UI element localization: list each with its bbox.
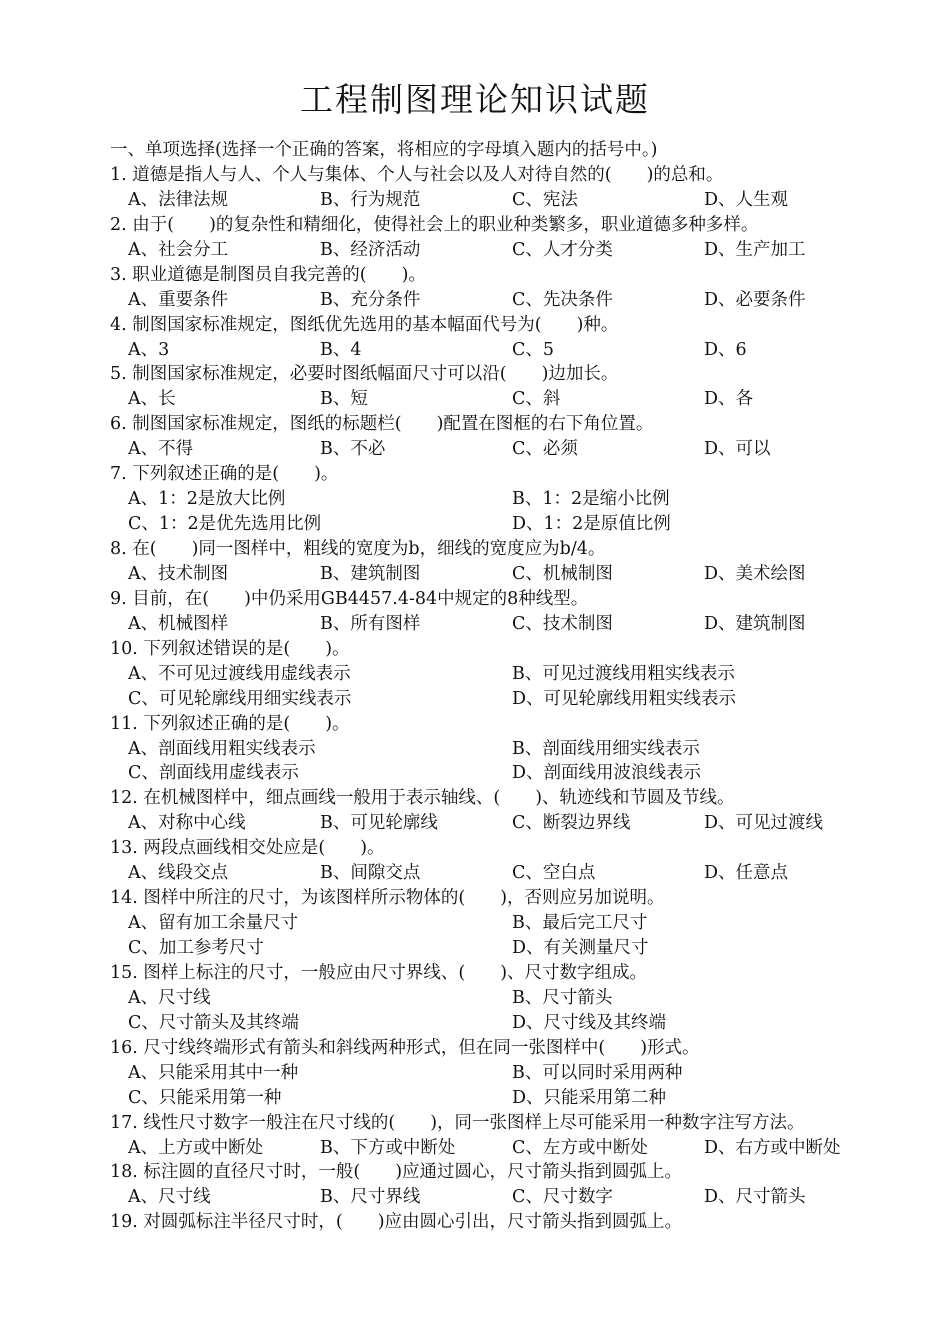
answer-option: C、可见轮廓线用细实线表示 xyxy=(128,688,352,709)
answer-option: D、尺寸线及其终端 xyxy=(512,1012,667,1033)
answer-option: A、1：2是放大比例 xyxy=(128,489,286,510)
answer-option: B、可见轮廓线 xyxy=(320,813,438,834)
answer-option: D、6 xyxy=(704,339,747,360)
question-text: 6. 制图国家标准规定，图纸的标题栏( )配置在图框的右下角位置。 xyxy=(110,414,654,435)
answer-option: B、剖面线用细实线表示 xyxy=(512,738,700,759)
question-text: 17. 线性尺寸数字一般注在尺寸线的( )，同一张图样上尽可能采用一种数字注写方法。 xyxy=(110,1112,805,1133)
answer-option: B、充分条件 xyxy=(320,289,421,310)
answer-option: D、剖面线用波浪线表示 xyxy=(512,763,702,784)
option-row xyxy=(110,612,910,637)
question-list xyxy=(110,138,910,1235)
option-row xyxy=(110,861,910,886)
answer-option: A、只能采用其中一种 xyxy=(128,1062,299,1083)
question-text: 2. 由于( )的复杂性和精细化，使得社会上的职业种类繁多，职业道德多种多样。 xyxy=(110,214,759,235)
answer-option: C、机械制图 xyxy=(512,563,613,584)
answer-option: B、尺寸界线 xyxy=(320,1187,421,1208)
answer-option: B、所有图样 xyxy=(320,613,421,634)
answer-option: C、尺寸箭头及其终端 xyxy=(128,1012,299,1033)
answer-option: C、空白点 xyxy=(512,863,596,884)
answer-option: D、美术绘图 xyxy=(704,563,806,584)
answer-option: A、长 xyxy=(128,389,176,410)
option-row xyxy=(110,512,910,537)
answer-option: A、不得 xyxy=(128,439,194,460)
option-row xyxy=(110,986,910,1011)
answer-option: D、可见轮廓线用粗实线表示 xyxy=(512,688,737,709)
answer-option: C、左方或中断处 xyxy=(512,1137,648,1158)
answer-option: D、右方或中断处 xyxy=(704,1137,841,1158)
answer-option: D、必要条件 xyxy=(704,289,806,310)
answer-option: B、最后完工尺寸 xyxy=(512,913,648,934)
answer-option: C、加工参考尺寸 xyxy=(128,938,264,958)
answer-option: A、线段交点 xyxy=(128,863,229,884)
answer-option: B、尺寸箭头 xyxy=(512,987,613,1008)
answer-option: C、斜 xyxy=(512,389,561,410)
answer-option: C、宪法 xyxy=(512,189,578,210)
option-row xyxy=(110,811,910,836)
answer-option: D、尺寸箭头 xyxy=(704,1187,806,1208)
answer-option: C、1：2是优先选用比例 xyxy=(128,514,322,535)
option-row xyxy=(110,1185,910,1210)
answer-option: A、剖面线用粗实线表示 xyxy=(128,738,316,759)
answer-option: C、剖面线用虚线表示 xyxy=(128,763,299,784)
question-text: 16. 尺寸线终端形式有箭头和斜线两种形式，但在同一张图样中( )形式。 xyxy=(110,1037,700,1058)
question-text: 3. 职业道德是制图员自我完善的( )。 xyxy=(110,264,426,285)
answer-option: B、间隙交点 xyxy=(320,863,421,884)
question-text: 10. 下列叙述错误的是( )。 xyxy=(110,638,350,659)
question-text: 14. 图样中所注的尺寸，为该图样所示物体的( )，否则应另加说明。 xyxy=(110,888,665,909)
question-text: 1. 道德是指人与人、个人与集体、个人与社会以及人对待自然的( )的总和。 xyxy=(110,164,724,185)
answer-option: C、必须 xyxy=(512,439,578,460)
option-row xyxy=(110,487,910,512)
question-text: 4. 制图国家标准规定，图纸优先选用的基本幅面代号为( )种。 xyxy=(110,314,619,335)
option-row xyxy=(110,737,910,762)
question-text: 5. 制图国家标准规定，必要时图纸幅面尺寸可以沿( )边加长。 xyxy=(110,364,619,385)
answer-option: B、建筑制图 xyxy=(320,563,421,584)
option-row xyxy=(110,662,910,687)
answer-option: D、建筑制图 xyxy=(704,613,806,634)
question-text: 18. 标注圆的直径尺寸时，一般( )应通过圆心，尺寸箭头指到圆弧上。 xyxy=(110,1162,683,1183)
question-text: 9. 目前，在( )中仍采用GB4457.4-84中规定的8种线型。 xyxy=(110,588,589,609)
answer-option: C、技术制图 xyxy=(512,613,613,634)
option-row xyxy=(110,1086,910,1111)
option-row xyxy=(110,338,910,363)
option-row xyxy=(110,936,910,961)
question-text: 15. 图样上标注的尺寸，一般应由尺寸界线、( )、尺寸数字组成。 xyxy=(110,962,648,983)
question-text: 11. 下列叙述正确的是( )。 xyxy=(110,713,350,734)
answer-option: A、重要条件 xyxy=(128,289,229,310)
answer-option: B、可以同时采用两种 xyxy=(512,1062,683,1083)
answer-option: D、生产加工 xyxy=(704,239,806,260)
answer-option: B、经济活动 xyxy=(320,239,421,260)
answer-option: A、法律法规 xyxy=(128,189,229,210)
option-row xyxy=(110,387,910,412)
answer-option: B、短 xyxy=(320,389,368,410)
answer-option: A、机械图样 xyxy=(128,613,229,634)
answer-option: D、任意点 xyxy=(704,863,789,884)
section-heading: 一、单项选择(选择一个正确的答案，将相应的字母填入题内的括号中。) xyxy=(110,140,658,160)
answer-option: D、人生观 xyxy=(704,189,789,210)
answer-option: A、技术制图 xyxy=(128,563,229,584)
option-row xyxy=(110,238,910,263)
answer-option: D、有关测量尺寸 xyxy=(512,938,649,958)
option-row xyxy=(110,1061,910,1086)
option-row xyxy=(110,437,910,462)
answer-option: A、不可见过渡线用虚线表示 xyxy=(128,663,351,684)
page-title: 工程制图理论知识试题 xyxy=(300,80,650,119)
answer-option: C、尺寸数字 xyxy=(512,1187,613,1208)
answer-option: C、只能采用第一种 xyxy=(128,1087,282,1108)
question-text: 19. 对圆弧标注半径尺寸时，( )应由圆心引出，尺寸箭头指到圆弧上。 xyxy=(110,1212,683,1233)
answer-option: B、1：2是缩小比例 xyxy=(512,489,670,510)
answer-option: C、先决条件 xyxy=(512,289,613,310)
question-text: 7. 下列叙述正确的是( )。 xyxy=(110,464,339,485)
option-row xyxy=(110,687,910,712)
answer-option: A、社会分工 xyxy=(128,239,229,260)
question-text: 12. 在机械图样中，细点画线一般用于表示轴线、( )、轨迹线和节圆及节线。 xyxy=(110,788,735,809)
answer-option: B、行为规范 xyxy=(320,189,421,210)
answer-option: B、下方或中断处 xyxy=(320,1137,456,1158)
answer-option: D、1：2是原值比例 xyxy=(512,514,671,535)
option-row xyxy=(110,761,910,786)
answer-option: D、可以 xyxy=(704,439,771,460)
answer-option: D、各 xyxy=(704,389,754,410)
answer-option: C、人才分类 xyxy=(512,239,613,260)
answer-option: A、对称中心线 xyxy=(128,813,246,834)
question-text: 13. 两段点画线相交处应是( )。 xyxy=(110,838,385,859)
option-row xyxy=(110,562,910,587)
answer-option: B、可见过渡线用粗实线表示 xyxy=(512,663,735,684)
answer-option: A、尺寸线 xyxy=(128,987,211,1008)
answer-option: A、上方或中断处 xyxy=(128,1137,264,1158)
option-row xyxy=(110,188,910,213)
answer-option: A、尺寸线 xyxy=(128,1187,211,1208)
answer-option: C、5 xyxy=(512,339,555,360)
option-row xyxy=(110,288,910,313)
answer-option: A、3 xyxy=(128,339,170,360)
answer-option: C、断裂边界线 xyxy=(512,813,631,834)
answer-option: B、4 xyxy=(320,339,362,360)
answer-option: D、可见过渡线 xyxy=(704,813,824,834)
answer-option: A、留有加工余量尺寸 xyxy=(128,913,299,934)
question-text: 8. 在( )同一图样中，粗线的宽度为b，细线的宽度应为b/4。 xyxy=(110,539,606,559)
answer-option: B、不必 xyxy=(320,439,386,460)
option-row xyxy=(110,1011,910,1036)
answer-option: D、只能采用第二种 xyxy=(512,1087,667,1108)
option-row xyxy=(110,1136,910,1161)
option-row xyxy=(110,911,910,936)
